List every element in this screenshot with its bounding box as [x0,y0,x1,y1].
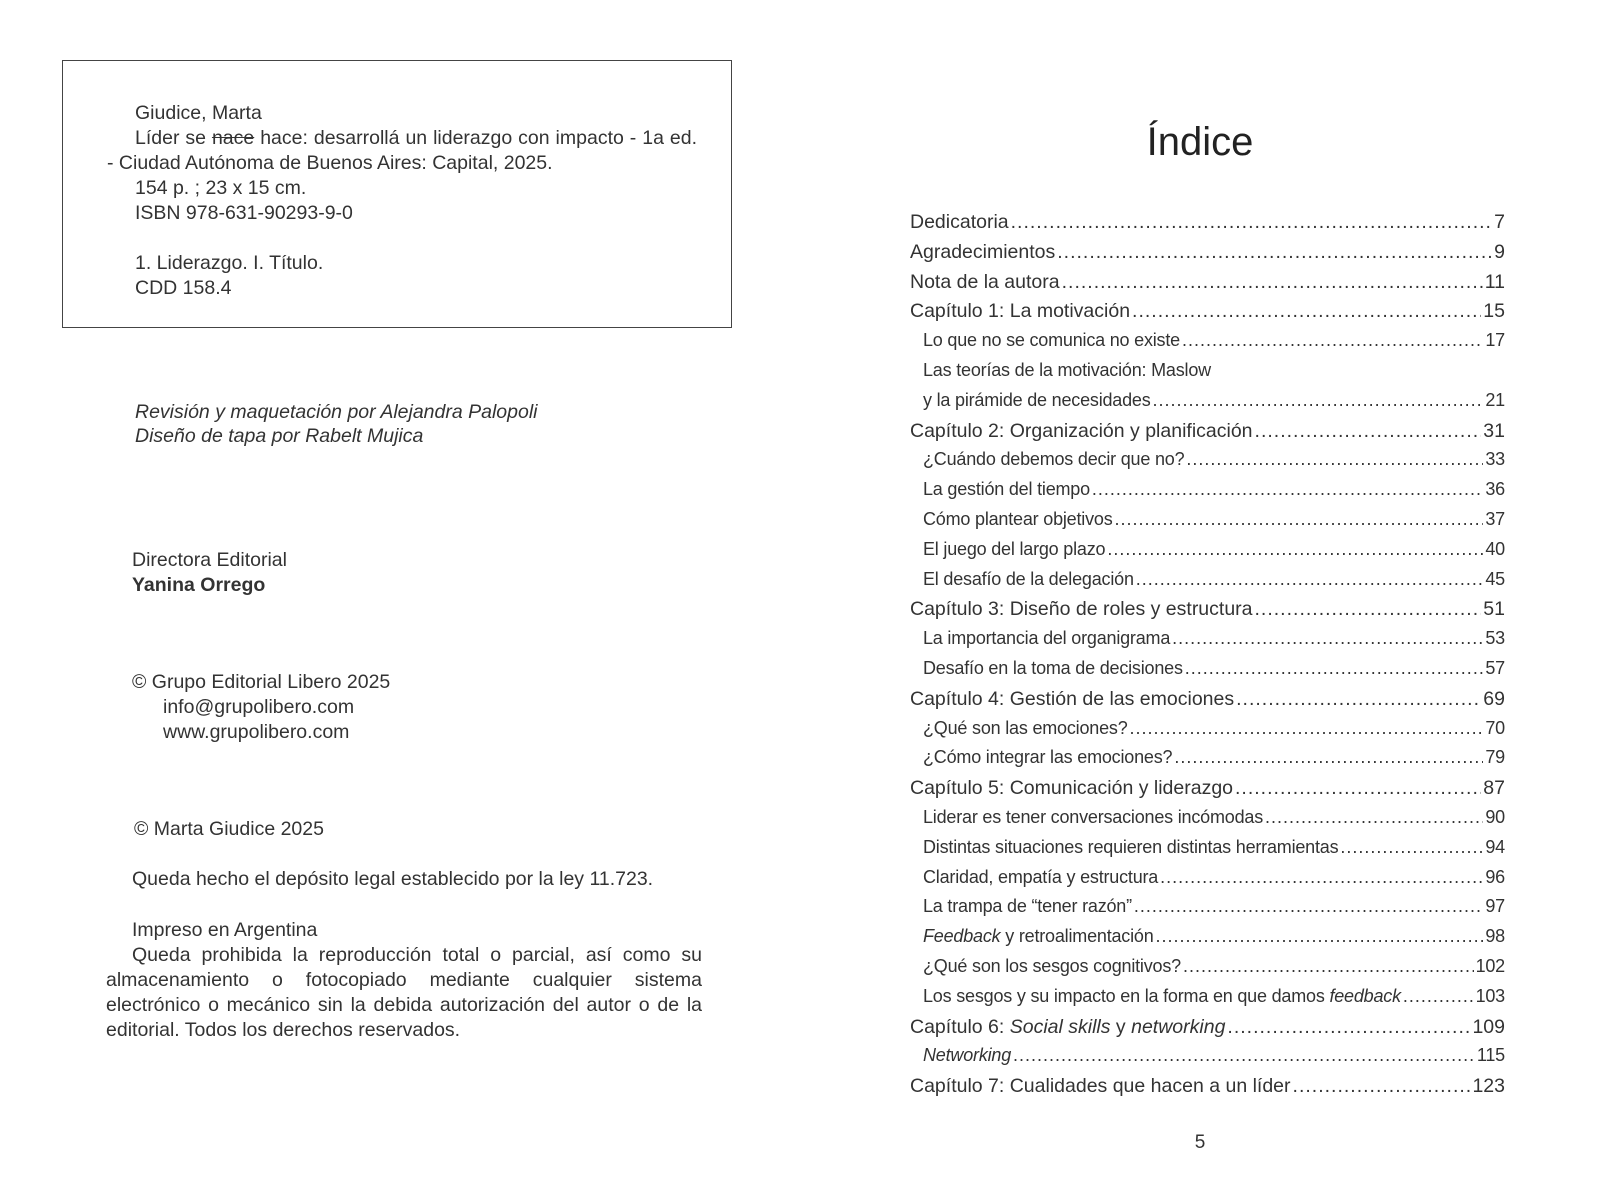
toc-section [910,867,1505,897]
toc-label [923,926,1154,947]
toc-page: 53 [1485,628,1505,649]
toc-label: ¿Qué son los sesgos cognitivos? [923,955,1181,976]
revision-credit: Revisión y maquetación por Alejandra Palopoli [135,401,538,423]
toc-section [910,449,1505,479]
toc-label-italic: networking [1131,1015,1226,1038]
toc-label-rest: Los sesgos y su impacto en la forma en que damos [923,985,1330,1006]
toc-label: El desafío de la delegación [923,568,1134,589]
editorial-director [132,548,287,598]
toc-label: Distintas situaciones requieren distintas herramientas [923,836,1339,857]
cip-title [107,126,697,176]
toc-label: y la pirámide de necesidades [923,389,1151,410]
toc-section [910,926,1505,956]
toc-section [910,330,1505,360]
publisher-email: info@grupolibero.com [163,696,355,718]
toc-page: 45 [1485,568,1505,589]
toc-chapter [910,598,1505,628]
toc-label-rest: y retroalimentación [1000,926,1154,947]
printed-in: Impreso en Argentina [132,919,318,941]
toc-page: 57 [1485,657,1505,678]
toc-section [910,390,1505,420]
toc-label: ¿Cuándo debemos decir que no? [923,449,1185,470]
page-number: 5 [1194,1132,1206,1153]
toc-label: Dedicatoria [910,211,1009,233]
toc-page: 97 [1485,896,1505,917]
toc-leader [1062,271,1483,294]
toc-leader [1156,926,1484,947]
toc-chapter [910,777,1505,807]
toc-leader [1182,330,1483,351]
toc-leader [1107,539,1483,560]
toc-section [910,658,1505,688]
copyright-page [0,0,780,1200]
toc-leader [1340,837,1483,858]
toc-label-italic: feedback [1329,985,1401,1006]
toc-section [910,956,1505,986]
toc-chapter [910,420,1505,450]
cip-title-start: Líder se [135,127,212,149]
toc-page: 109 [1472,1015,1505,1038]
toc-entry [910,241,1505,271]
toc-label: Networking [923,1045,1012,1066]
toc-leader [1130,718,1484,739]
index-title: Índice [1146,120,1254,164]
toc-leader [1115,509,1484,530]
toc-section [910,569,1505,599]
toc-label: Capítulo 3: Diseño de roles y estructura [910,598,1253,621]
toc-page: 7 [1494,211,1505,233]
toc-label: La trampa de “tener razón” [923,896,1132,917]
table-of-contents [910,211,1505,1105]
toc-section [910,509,1505,539]
credits [135,400,538,448]
toc-page: 115 [1476,1045,1505,1066]
toc-section [910,837,1505,867]
toc-leader [1153,390,1484,411]
toc-section [910,360,1505,390]
toc-leader [1136,569,1484,590]
toc-page: 87 [1483,777,1505,800]
toc-leader [1255,420,1482,443]
toc-section [910,1045,1505,1075]
toc-page: 31 [1483,419,1505,442]
toc-section [910,896,1505,926]
cip-pages: 154 p. ; 23 x 15 cm. [135,177,307,199]
toc-leader [1013,1045,1475,1066]
toc-label: Capítulo 5: Comunicación y liderazgo [910,777,1234,800]
toc-leader [1132,300,1481,323]
toc-leader [1160,867,1483,888]
toc-label: Capítulo 4: Gestión de las emociones [910,687,1235,710]
toc-page: 21 [1485,389,1505,410]
toc-section [910,628,1505,658]
toc-page: 17 [1485,330,1505,351]
toc-page: 94 [1485,836,1505,857]
toc-leader [1255,598,1482,621]
cataloging-record [107,101,697,301]
toc-page: 102 [1475,955,1505,976]
director-role: Directora Editorial [132,549,287,571]
cip-title-strikethrough: nace [211,127,255,149]
print-rights [106,918,702,1043]
toc-chapter [910,1075,1505,1105]
toc-leader [1174,747,1483,768]
toc-page: 9 [1494,240,1505,263]
toc-label [910,1016,1225,1039]
toc-entry [910,271,1505,301]
publisher-copyright: © Grupo Editorial Libero 2025 [132,671,391,693]
toc-leader [1235,777,1481,800]
toc-section [910,539,1505,569]
toc-label: Capítulo 7: Cualidades que hacen a un líder [910,1075,1291,1098]
toc-label: La gestión del tiempo [923,479,1090,500]
toc-leader [1236,688,1481,711]
toc-section [910,479,1505,509]
toc-page: 123 [1472,1075,1505,1098]
toc-page: 36 [1485,479,1505,500]
toc-label-part: Capítulo 6: [910,1015,1010,1038]
cover-credit: Diseño de tapa por Rabelt Mujica [135,425,424,447]
toc-leader [1185,658,1484,679]
toc-page: 103 [1475,985,1505,1006]
toc-leader [1403,986,1474,1007]
cip-isbn: ISBN 978-631-90293-9-0 [135,202,353,224]
toc-leader [1172,628,1483,649]
cip-author: Giudice, Marta [135,102,262,124]
toc-label: Agradecimientos [910,240,1056,263]
toc-label [923,986,1401,1007]
toc-label: Liderar es tener conversaciones incómodas [923,806,1263,827]
toc-label: ¿Cómo integrar las emociones? [923,747,1173,768]
toc-label: Las teorías de la motivación: Maslow [923,359,1211,380]
toc-leader [1265,807,1483,828]
toc-section [910,718,1505,748]
toc-page: 51 [1483,598,1505,621]
toc-label: Capítulo 2: Organización y planificación [910,419,1253,442]
toc-label: Cómo plantear objetivos [923,508,1113,529]
toc-page: 96 [1485,866,1505,887]
toc-page: 33 [1485,449,1505,470]
toc-label: Desafío en la toma de decisiones [923,657,1183,678]
toc-leader [1134,896,1483,917]
toc-page: 70 [1485,717,1505,738]
toc-chapter [910,688,1505,718]
toc-page: 37 [1485,508,1505,529]
toc-page: 69 [1483,687,1505,710]
toc-label: El juego del largo plazo [923,538,1106,559]
legal-deposit: Queda hecho el depósito legal establecido por la ley 11.723. [132,868,654,890]
toc-page: 11 [1484,270,1505,293]
toc-leader [1057,241,1492,264]
toc-page: 79 [1485,747,1505,768]
toc-leader [1186,449,1483,470]
toc-label-italic: Feedback [923,926,1001,947]
toc-label: Capítulo 1: La motivación [910,300,1131,323]
cataloging-box [62,60,732,328]
toc-page: 15 [1483,300,1505,323]
cip-subjects: 1. Liderazgo. I. Título. [135,252,324,274]
cip-cdd: CDD 158.4 [135,277,232,299]
toc-leader [1011,211,1493,234]
toc-label-part: y [1110,1015,1132,1038]
toc-entry [910,211,1505,241]
toc-label: Claridad, empatía y estructura [923,866,1159,887]
toc-section [910,807,1505,837]
toc-chapter [910,300,1505,330]
toc-chapter [910,1016,1505,1046]
toc-page: 98 [1485,926,1505,947]
toc-label: Lo que no se comunica no existe [923,330,1180,351]
publisher-website: www.grupolibero.com [163,721,350,743]
toc-leader [1293,1075,1471,1098]
toc-label: La importancia del organigrama [923,628,1171,649]
toc-leader [1092,479,1483,500]
toc-label: ¿Qué son las emociones? [923,717,1128,738]
toc-leader [1227,1016,1470,1039]
cip-title-rest: hace: desarrollá un liderazgo con impacto - 1a ed. - Ciudad Autónoma de Buenos Aires: Capital, 2025. [107,127,697,174]
toc-page: 90 [1485,806,1505,827]
toc-label: Nota de la autora [910,270,1060,293]
author-copyright: © Marta Giudice 2025 [134,818,324,840]
director-name: Yanina Orrego [132,574,266,596]
toc-leader [1183,956,1474,977]
toc-label-italic: Social skills [1009,1015,1111,1038]
rights-notice: Queda prohibida la reproducción total o parcial, así como su almacenamiento o fotocopiado mediante cualquier sistema electrónico o mecánico sin la debida autorización del autor o de la editorial. Todos los derechos reservados. [106,944,702,1041]
toc-page: 40 [1485,538,1505,559]
toc-section [910,747,1505,777]
toc-section [910,986,1505,1016]
publisher-info [132,670,390,745]
